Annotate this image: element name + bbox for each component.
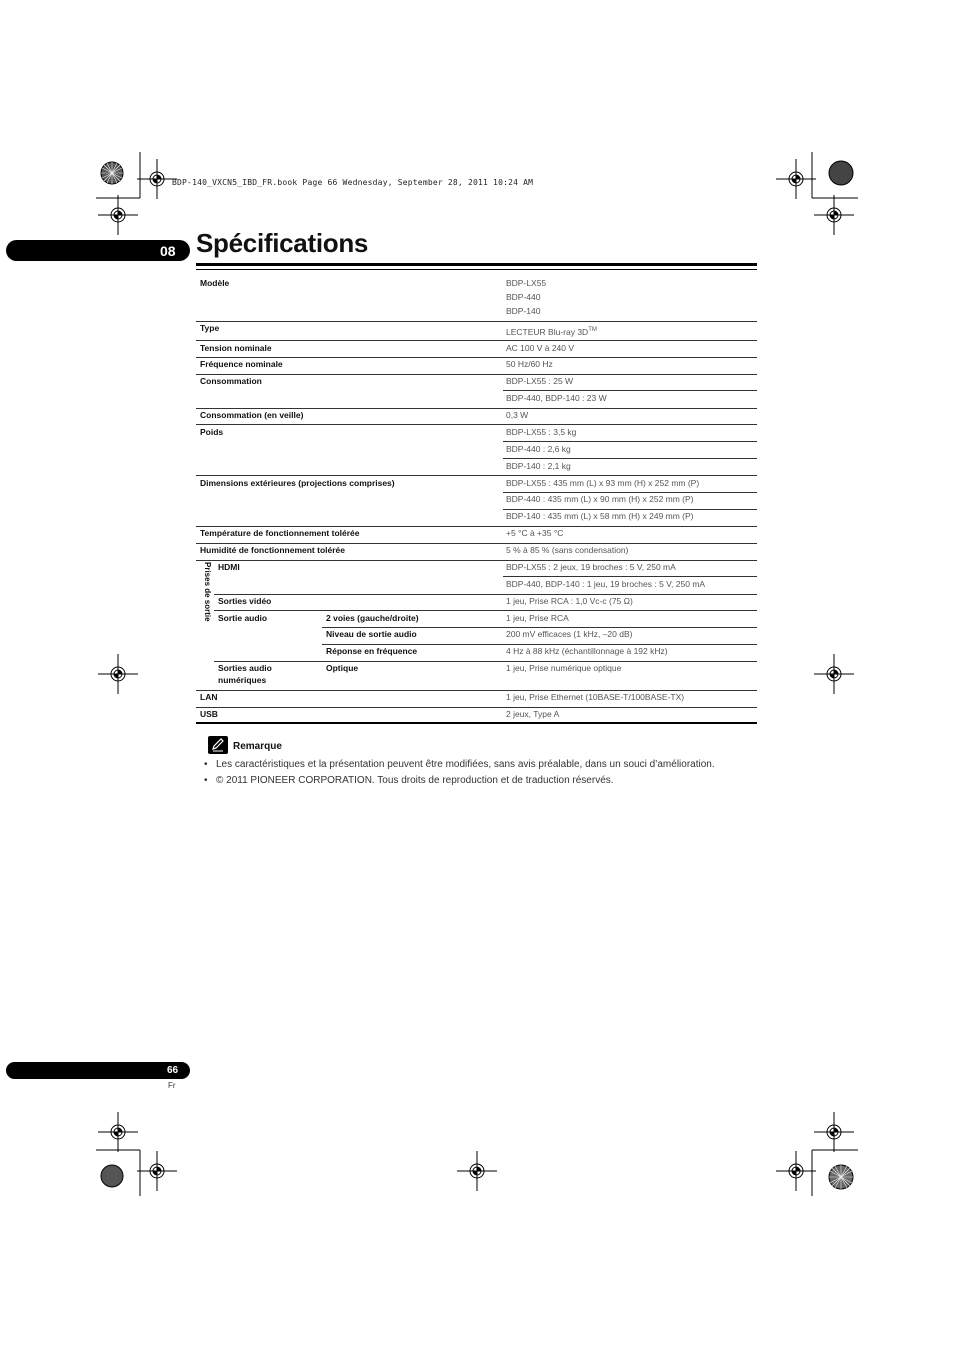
spec-value: 1 jeu, Prise Ethernet (10BASE-T/100BASE-TX) bbox=[506, 692, 685, 702]
sub-divider bbox=[503, 492, 757, 493]
spec-label-usb: USB bbox=[200, 709, 218, 719]
row-divider bbox=[196, 321, 757, 322]
page-tab bbox=[6, 1062, 190, 1079]
spec-value: BDP-440, BDP-140 : 1 jeu, 19 broches : 5 V, 250 mA bbox=[506, 579, 706, 589]
spec-value: 1 jeu, Prise RCA : 1,0 Vc-c (75 Ω) bbox=[506, 596, 633, 606]
row-divider bbox=[196, 357, 757, 358]
row-divider bbox=[196, 560, 757, 561]
spec-value: BDP-LX55 : 435 mm (L) x 93 mm (H) x 252 mm (P) bbox=[506, 478, 700, 488]
spec-label-audio: Sortie audio bbox=[218, 613, 268, 623]
spec-value: 1 jeu, Prise RCA bbox=[506, 613, 569, 623]
spec-value: 4 Hz à 88 kHz (échantillonnage à 192 kHz) bbox=[506, 646, 668, 656]
spec-label-poids: Poids bbox=[200, 427, 224, 437]
spec-label-numerique-2: numériques bbox=[218, 675, 267, 685]
sub-divider bbox=[322, 644, 757, 645]
spec-label-frequence: Fréquence nominale bbox=[200, 359, 283, 369]
bullet-icon: • bbox=[204, 759, 208, 770]
row-divider bbox=[196, 408, 757, 409]
type-text: LECTEUR Blu-ray 3D bbox=[506, 326, 589, 337]
spec-sublabel: Niveau de sortie audio bbox=[326, 629, 417, 639]
spec-label-dimensions: Dimensions extérieures (projections comprises) bbox=[200, 478, 395, 488]
spec-value: 2 jeux, Type A bbox=[506, 709, 560, 719]
sub-divider bbox=[503, 576, 757, 577]
sub-divider bbox=[503, 509, 757, 510]
spec-value: BDP-LX55 : 25 W bbox=[506, 376, 574, 386]
page-number: 66 bbox=[167, 1065, 179, 1076]
spec-value: 200 mV efficaces (1 kHz, –20 dB) bbox=[506, 629, 633, 639]
row-divider bbox=[214, 610, 757, 611]
spec-value: BDP-LX55 : 2 jeux, 19 broches : 5 V, 250 mA bbox=[506, 562, 676, 572]
prises-side-label: Prises de sortie bbox=[203, 562, 212, 622]
sub-divider bbox=[503, 441, 757, 442]
spec-value: 0,3 W bbox=[506, 410, 529, 420]
spec-label-hdmi: HDMI bbox=[218, 562, 240, 572]
spec-label-tension: Tension nominale bbox=[200, 343, 272, 353]
row-divider bbox=[196, 424, 757, 425]
row-divider bbox=[196, 340, 757, 341]
spec-sublabel: Réponse en fréquence bbox=[326, 646, 418, 656]
spec-value: BDP-140 : 2,1 kg bbox=[506, 461, 571, 471]
title-rule-thin bbox=[196, 269, 757, 270]
spec-sublabel: Optique bbox=[326, 663, 359, 673]
note-item: Les caractéristiques et la présentation peuvent être modifiées, sans avis préalable, dans un souci d’amélioration. bbox=[216, 759, 715, 770]
spec-value: 50 Hz/60 Hz bbox=[506, 359, 553, 369]
spec-value: BDP-LX55 : 3,5 kg bbox=[506, 427, 577, 437]
bullet-icon: • bbox=[204, 775, 208, 786]
chapter-number: 08 bbox=[160, 243, 176, 259]
spec-label-type: Type bbox=[200, 323, 220, 333]
spec-value: BDP-140 bbox=[506, 306, 541, 316]
row-divider bbox=[196, 690, 757, 691]
spec-label-numerique: Sorties audio bbox=[218, 663, 272, 673]
spec-value: AC 100 V à 240 V bbox=[506, 343, 575, 353]
spec-value: 1 jeu, Prise numérique optique bbox=[506, 663, 622, 673]
row-divider bbox=[196, 374, 757, 375]
page-title: Spécifications bbox=[196, 228, 369, 258]
row-divider bbox=[196, 707, 757, 708]
spec-label-modele: Modèle bbox=[200, 278, 230, 288]
spec-label-temperature: Température de fonctionnement tolérée bbox=[200, 528, 360, 538]
spec-value: +5 °C à +35 °C bbox=[506, 528, 564, 538]
sub-divider bbox=[503, 458, 757, 459]
spec-label-video: Sorties vidéo bbox=[218, 596, 272, 606]
title-rule bbox=[196, 263, 757, 266]
spec-label-lan: LAN bbox=[200, 692, 218, 702]
spec-value: BDP-440, BDP-140 : 23 W bbox=[506, 393, 607, 403]
note-item: © 2011 PIONEER CORPORATION. Tous droits de reproduction et de traduction réservés. bbox=[216, 775, 614, 786]
row-divider bbox=[196, 526, 757, 527]
note-pencil-icon bbox=[208, 736, 228, 754]
row-divider bbox=[196, 543, 757, 544]
row-divider bbox=[214, 594, 757, 595]
spec-value: BDP-440 : 2,6 kg bbox=[506, 444, 571, 454]
spec-label-consommation: Consommation bbox=[200, 376, 262, 386]
row-divider bbox=[214, 661, 757, 662]
spec-value: BDP-440 : 435 mm (L) x 90 mm (H) x 252 mm (P) bbox=[506, 494, 694, 504]
row-divider bbox=[196, 475, 757, 476]
spec-label-humidite: Humidité de fonctionnement tolérée bbox=[200, 545, 345, 555]
spec-value-type bbox=[506, 325, 597, 338]
spec-value: BDP-140 : 435 mm (L) x 58 mm (H) x 249 mm (P) bbox=[506, 511, 694, 521]
spec-label-veille: Consommation (en veille) bbox=[200, 410, 304, 420]
language-code: Fr bbox=[168, 1081, 176, 1090]
type-trademark: TM bbox=[588, 327, 597, 333]
spec-value: BDP-440 bbox=[506, 292, 541, 302]
note-title: Remarque bbox=[233, 741, 282, 752]
sub-divider bbox=[503, 390, 757, 391]
table-bottom-rule bbox=[196, 722, 757, 724]
book-header: BDP-140_VXCN5_IBD_FR.book Page 66 Wednesday, September 28, 2011 10:24 AM bbox=[172, 178, 534, 187]
spec-sublabel: 2 voies (gauche/droite) bbox=[326, 613, 419, 623]
spec-value: BDP-LX55 bbox=[506, 278, 547, 288]
sub-divider bbox=[322, 627, 757, 628]
spec-value: 5 % à 85 % (sans condensation) bbox=[506, 545, 629, 555]
